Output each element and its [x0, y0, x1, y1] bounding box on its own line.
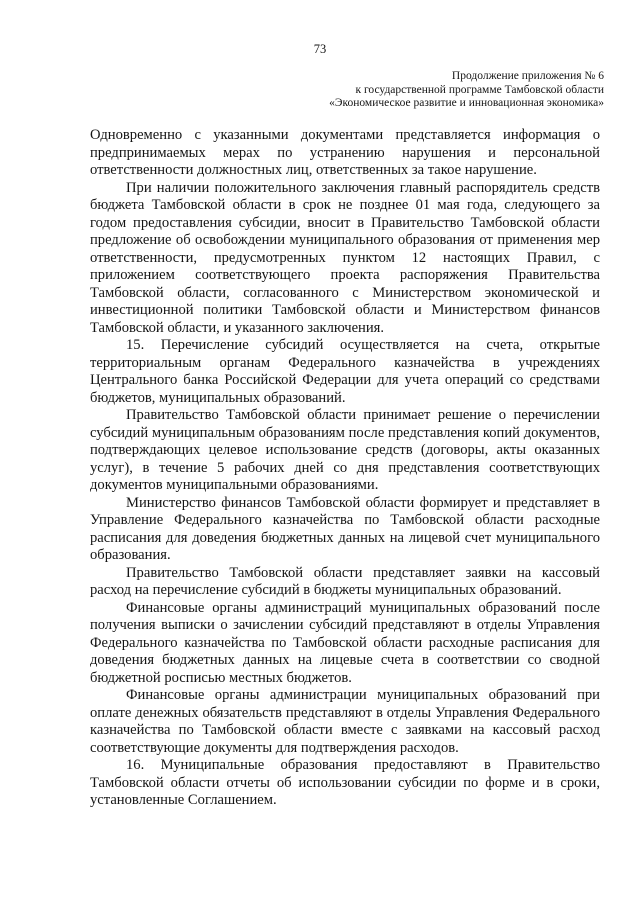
paragraph: Финансовые органы администрации муниципальных образований при оплате денежных обязательств представляют в отделы Управления Федерального казначейства по Тамбовской области вместе с заявками на кассовый расход соответствующие документы для подтверждения расходов.: [90, 687, 600, 756]
paragraph: Министерство финансов Тамбовской области формирует и представляет в Управление Федерального казначейства по Тамбовской области расходные расписания для доведения бюджетных данных на лицевой счет муниципального образования.: [90, 494, 600, 563]
paragraph: Правительство Тамбовской области принимает решение о перечислении субсидий муниципальным образованиям после представления копий документов, подтверждающих целевое использование средств (договоры, акты оказанных услуг), в течение 5 рабочих дней со дня представления соответствующих документов муниципальными образованиями.: [90, 407, 600, 493]
paragraph: Одновременно с указанными документами представляется информация о предпринимаемых мерах по устранению нарушения и персональной ответственности должностных лиц, ответственных за такое нарушение.: [90, 127, 600, 178]
document-body: [90, 127, 600, 810]
appendix-header-line-2: к государственной программе Тамбовской области: [355, 83, 604, 96]
appendix-header-line-3: «Экономическое развитие и инновационная экономика»: [329, 97, 604, 110]
paragraph-item-16: 16. Муниципальные образования предоставляют в Правительство Тамбовской области отчеты об использовании субсидии по форме и в сроки, установленные Соглашением.: [90, 757, 600, 808]
paragraph: При наличии положительного заключения главный распорядитель средств бюджета Тамбовской области в срок не позднее 01 мая года, следующего за годом предоставления субсидии, вносит в Правительство Тамбовской области предложение об освобождении муниципального образования от применения мер ответственности, предусмотренных пунктом 12 настоящих Правил, с приложением соответствующего проекта распоряжения Правительства Тамбовской области, согласованного с Министерством экономической и инвестиционной политики Тамбовской области и Министерством финансов Тамбовской области, и указанного заключения.: [90, 179, 600, 336]
appendix-header-line-1: Продолжение приложения № 6: [451, 70, 604, 82]
paragraph-item-15: 15. Перечисление субсидий осуществляется на счета, открытые территориальным органам Федерального казначейства в учреждениях Центрального банка Российской Федерации для учета операций со средствами бюджетов, муниципальных образований.: [90, 337, 600, 406]
paragraph: Финансовые органы администраций муниципальных образований после получения выписки о зачислении субсидий представляют в отделы Управления Федерального казначейства по Тамбовской области расходные расписания для доведения бюджетных данных на лицевые счета в соответствии со сводной бюджетной росписью местных бюджетов.: [90, 599, 600, 686]
appendix-header: [284, 70, 604, 111]
page-number: 73: [313, 42, 327, 56]
paragraph: Правительство Тамбовской области представляет заявки на кассовый расход на перечисление субсидий в бюджеты муниципальных образований.: [90, 564, 600, 598]
